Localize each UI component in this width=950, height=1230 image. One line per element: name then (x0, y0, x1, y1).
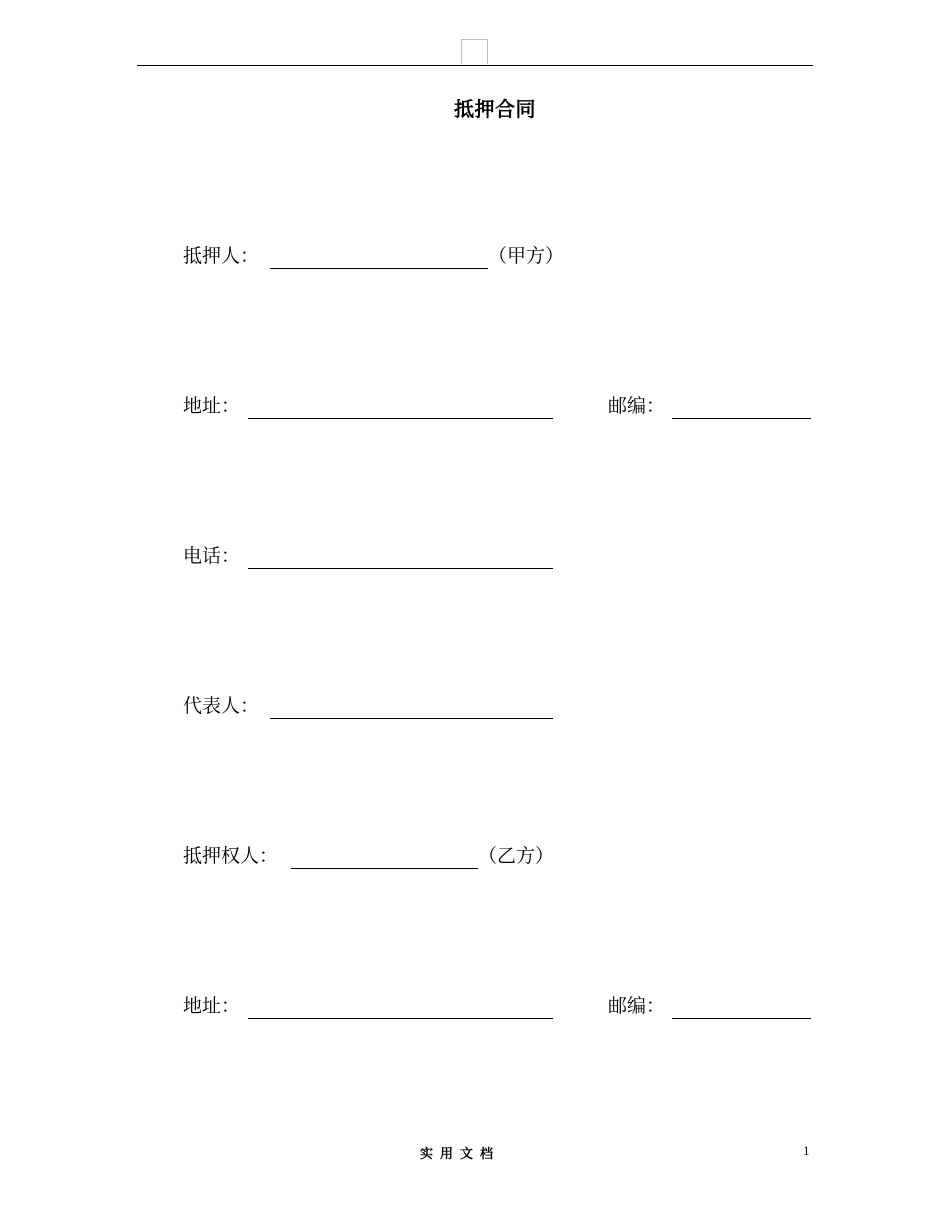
party-a-phone-label: 电话： (183, 545, 241, 567)
party-a-phone-field[interactable] (248, 568, 553, 569)
party-b-name-label: 抵押权人： (183, 845, 279, 867)
party-a-postcode-label: 邮编： (608, 395, 666, 417)
party-b-address-field[interactable] (248, 1018, 553, 1019)
party-a-postcode-field[interactable] (672, 418, 811, 419)
party-a-address-field[interactable] (248, 418, 553, 419)
header-rule (137, 65, 813, 66)
party-a-address-label: 地址： (183, 395, 241, 417)
party-b-postcode-field[interactable] (672, 1018, 811, 1019)
footer-text: 实用文档 (419, 1147, 500, 1162)
party-a-suffix: （甲方） (488, 245, 565, 267)
party-a-representative-label: 代表人： (183, 695, 260, 717)
party-a-name-label: 抵押人： (183, 245, 260, 267)
party-b-suffix: （乙方） (478, 845, 555, 867)
party-b-postcode-label: 邮编： (608, 995, 666, 1017)
document-title: 抵押合同 (454, 97, 536, 121)
header-box (461, 39, 488, 64)
party-b-address-label: 地址： (183, 995, 241, 1017)
party-a-name-field[interactable] (270, 268, 488, 269)
page-number: 1 (803, 1143, 810, 1158)
party-a-representative-field[interactable] (270, 718, 553, 719)
party-b-name-field[interactable] (291, 868, 478, 869)
